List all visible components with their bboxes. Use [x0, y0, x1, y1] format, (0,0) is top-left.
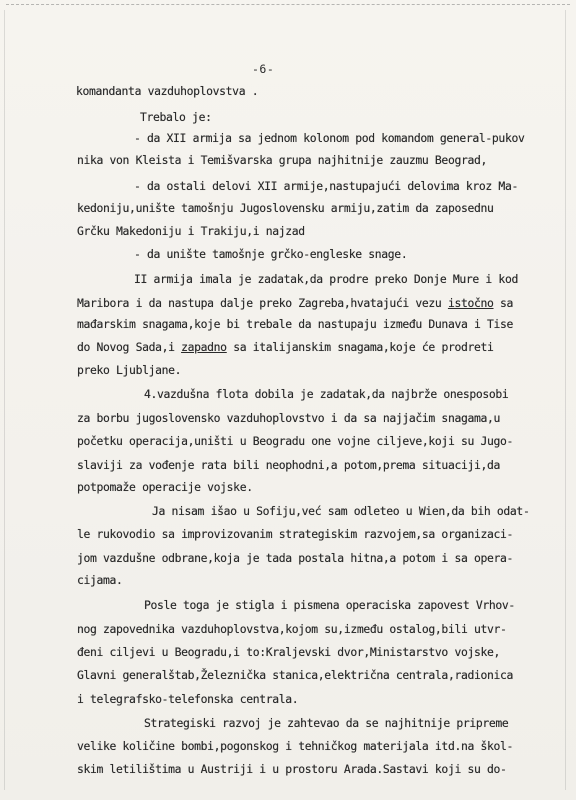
text-segment: do Novog Sada,i [77, 340, 182, 354]
text-line: jom vazdušne odbrane,koja je tada postala hitna,a potom i sa opera- [77, 551, 514, 565]
text-segment: Maribora i da nastupa dalje preko Zagreba,hvatajući vezu [77, 296, 448, 310]
text-line: cijama. [77, 573, 123, 587]
text-line: preko Ljubljane. [77, 363, 182, 377]
text-line: za borbu jugoslovensko vazduhoplovstvo i da sa najjačim snagama,u [77, 411, 501, 425]
text-line: Grčku Makedoniju i Trakiju,i najzad [77, 224, 305, 238]
text-segment: sa [493, 296, 514, 310]
text-line: Glavni generalštab,Železnička stanica,električna centrala,radionica [77, 668, 514, 682]
text-line: - da ostali delovi XII armije,nastupajući delovima kroz Ma- [134, 179, 518, 193]
text-line: Strategiski razvoj je zahtevao da se najhitnije pripreme [144, 716, 509, 730]
page-left-edge [4, 10, 5, 790]
text-line: - da unište tamošnje grčko-engleske snage. [134, 247, 408, 261]
page-top-edge [6, 4, 570, 6]
text-line: slaviji za vođenje rata bili neophodni,a potom,prema situaciji,da [77, 458, 501, 472]
text-line: - da XII armija sa jednom kolonom pod komandom general-pukov [134, 131, 525, 145]
text-line: skim letilištima u Austriji i u prostoru Arada.Sastavi koji su do- [77, 762, 507, 776]
text-line: početku operacija,uništi u Beogradu one vojne ciljeve,koji su Jugo- [77, 434, 514, 448]
page-right-edge [565, 10, 566, 790]
text-line: Ja nisam išao u Sofiju,već sam odleteo u Wien,da bih odat- [152, 504, 530, 518]
text-line: đeni ciljevi u Beogradu,i to:Kraljevski dvor,Ministarstvo vojske, [77, 645, 501, 659]
text-segment: sa italijanskim snagama,koje će prodreti [226, 340, 494, 354]
text-line: kedoniju,unište tamošnju Jugoslovensku armiju,zatim da zaposednu [77, 201, 494, 215]
text-line: nika von Kleista i Temišvarska grupa najhitnije zauzmu Beograd, [77, 153, 487, 167]
underlined-word: zapadno [181, 340, 227, 354]
text-line: 4.vazdušna flota dobila je zadatak,da najbrže onesposobi [144, 387, 509, 401]
page-number: -6- [252, 62, 275, 76]
text-line: velike količine bombi,pogonskog i tehničkog materijala itd.na škol- [77, 739, 514, 753]
underlined-word: istočno [447, 296, 494, 310]
text-line: i telegrafsko-telefonska centrala. [77, 692, 299, 706]
text-line: nog zapovednika vazduhoplovstva,kojom su,između ostalog,bili utvr- [77, 622, 507, 636]
text-line [77, 296, 513, 310]
text-line: II armija imala je zadatak,da prodre preko Donje Mure i kod [134, 272, 518, 286]
text-line: potpomaže operacije vojske. [77, 480, 253, 494]
text-line [77, 340, 494, 354]
text-line: Posle toga je stigla i pismena operaciska zapovest Vrhov- [144, 598, 515, 612]
text-line: mađarskim snagama,koje bi trebale da nastupaju između Dunava i Tise [77, 317, 514, 331]
text-line: komandanta vazduhoplovstva . [76, 84, 259, 98]
text-line: le rukovodio sa improvizovanim strategiskim razvojem,sa organizaci- [77, 527, 514, 541]
text-line: Trebalo je: [140, 110, 212, 124]
